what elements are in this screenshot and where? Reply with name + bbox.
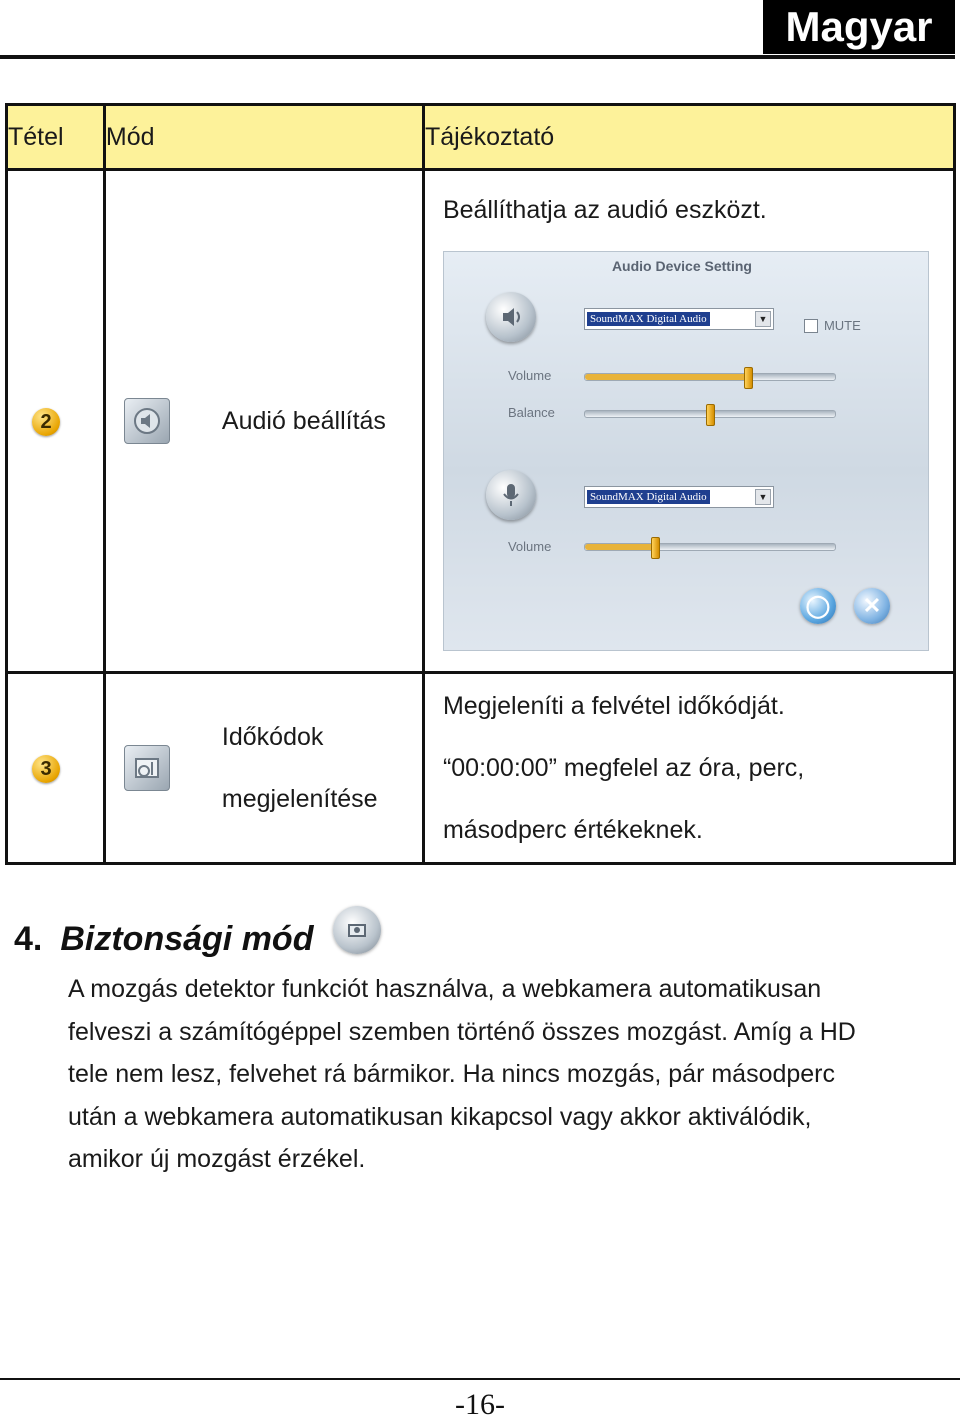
input-device-select[interactable] (584, 486, 774, 508)
audio-device-dialog (443, 251, 929, 651)
table-row (7, 673, 955, 864)
section-body (68, 968, 956, 1181)
slider-thumb[interactable] (651, 537, 660, 559)
microphone-icon (486, 470, 536, 520)
section-heading (14, 920, 381, 959)
mode-cell (104, 673, 423, 864)
number-badge: 2 (32, 408, 60, 436)
output-device-select[interactable] (584, 308, 774, 330)
mode-cell (104, 170, 423, 673)
output-device-value: SoundMAX Digital Audio (587, 312, 710, 326)
input-volume-slider[interactable] (584, 543, 836, 551)
close-icon: ✕ (862, 593, 882, 618)
dialog-title: Audio Device Setting (611, 258, 752, 274)
number-badge: 3 (32, 755, 60, 783)
body-line: tele nem lesz, felvehet rá bármikor. Ha nincs mozgás, pár másodperc (68, 1060, 836, 1088)
input-device-value: SoundMAX Digital Audio (587, 490, 710, 504)
refresh-icon: ◯ (805, 593, 831, 618)
feature-table (5, 103, 956, 865)
info-line3: másodperc értékeknek. (442, 816, 703, 844)
mode-label-line1: Időkódok (221, 723, 324, 751)
table-header-row (7, 105, 955, 170)
checkbox-box (804, 319, 818, 333)
header-info: Tájékoztató (423, 105, 954, 170)
body-line: A mozgás detektor funkciót használva, a webkamera automatikusan (68, 975, 822, 1003)
body-line: után a webkamera automatikusan kikapcsol vagy akkor aktiválódik, (68, 1102, 812, 1131)
section-title: Biztonsági mód (60, 920, 314, 958)
page-number: -16- (455, 1388, 505, 1421)
info-line1: Megjeleníti a felvétel időkódját. (442, 692, 785, 720)
slider-thumb[interactable] (744, 367, 753, 389)
footer-rule (0, 1378, 960, 1380)
speaker-icon (486, 292, 536, 342)
header-rule (0, 55, 955, 59)
mute-label: MUTE (823, 318, 861, 333)
balance-label: Balance (507, 405, 555, 420)
body-line: felveszi a számítógéppel szemben történő összes mozgást. Amíg a HD (68, 1017, 856, 1046)
chevron-down-icon: ▼ (755, 311, 771, 327)
mute-checkbox[interactable] (804, 318, 861, 333)
slider-fill (585, 374, 748, 380)
header-mode: Mód (104, 105, 423, 170)
section-number: 4. (14, 920, 43, 958)
item-cell (7, 673, 105, 864)
info-cell (423, 170, 954, 673)
language-badge: Magyar (763, 0, 955, 54)
volume-label: Volume (507, 368, 552, 383)
balance-slider[interactable] (584, 410, 836, 418)
body-line: amikor új mozgást érzékel. (68, 1145, 366, 1173)
info-text: Beállíthatja az audió eszközt. (442, 196, 767, 224)
input-volume-label: Volume (507, 539, 552, 554)
chevron-down-icon: ▼ (755, 489, 771, 505)
close-button[interactable] (854, 588, 890, 624)
header-item: Tétel (7, 105, 105, 170)
slider-thumb[interactable] (706, 404, 715, 426)
motion-camera-icon (333, 906, 381, 954)
item-cell (7, 170, 105, 673)
timecode-icon (124, 745, 170, 791)
speaker-icon (124, 398, 170, 444)
mode-label-line2: megjelenítése (221, 785, 378, 813)
slider-fill (585, 544, 655, 550)
table-row (7, 170, 955, 673)
ok-button[interactable] (800, 588, 836, 624)
mode-label: Audió beállítás (221, 407, 386, 435)
info-line2: “00:00:00” megfelel az óra, perc, (442, 754, 805, 782)
output-volume-slider[interactable] (584, 373, 836, 381)
info-cell (423, 673, 954, 864)
